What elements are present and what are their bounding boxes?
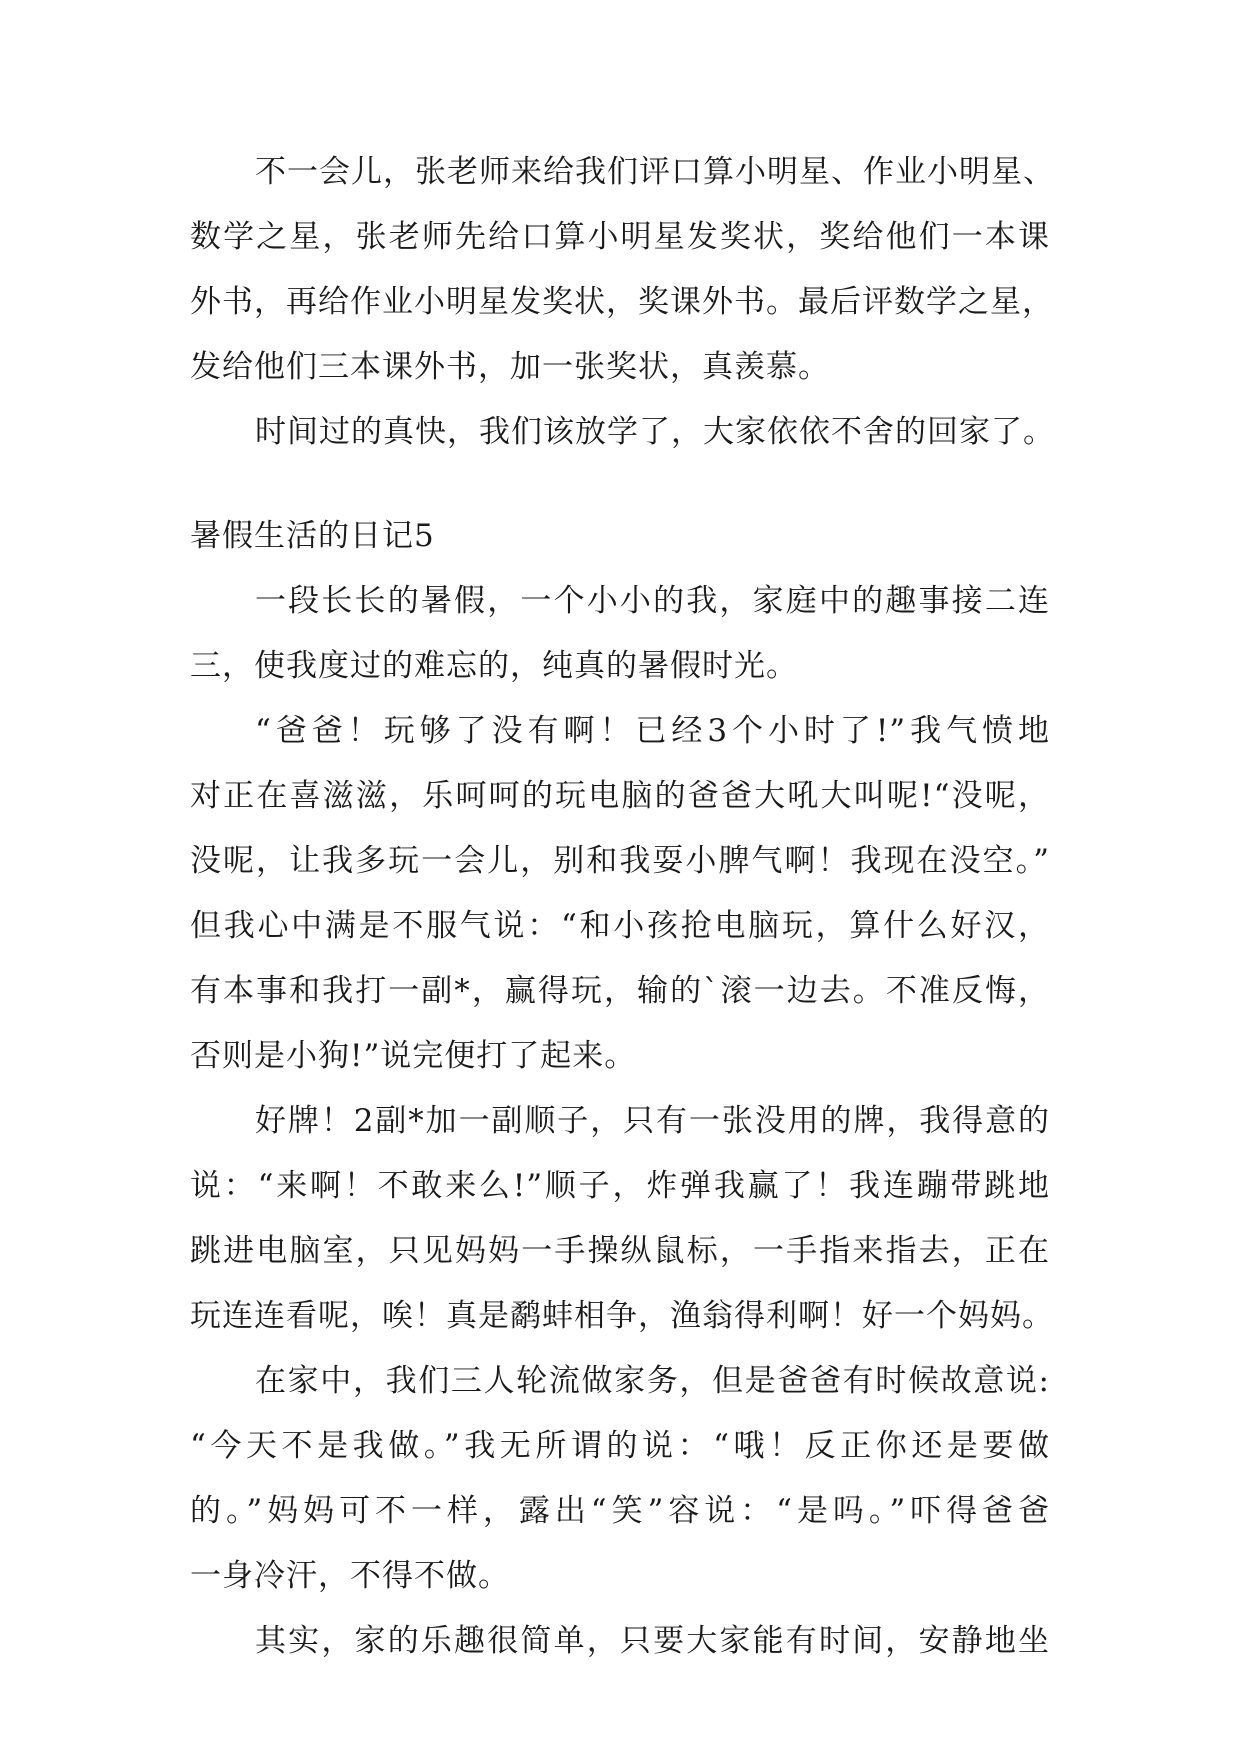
paragraph-line: 对正在喜滋滋，乐呵呵的玩电脑的爸爸大吼大叫呢!“没呢，	[190, 778, 1050, 814]
paragraph-line: 说：“来啊！不敢来么!”顺子，炸弹我赢了！我连蹦带跳地	[190, 1168, 1050, 1204]
paragraph-line: 不一会儿，张老师来给我们评口算小明星、作业小明星、	[255, 154, 1055, 190]
paragraph-line: 没呢，让我多玩一会儿，别和我耍小脾气啊！我现在没空。”	[190, 843, 1050, 879]
paragraph-line: 但我心中满是不服气说：“和小孩抢电脑玩，算什么好汉，	[190, 908, 1050, 944]
section-title: 暑假生活的日记5	[190, 518, 435, 554]
paragraph-line: 其实，家的乐趣很简单，只要大家能有时间，安静地坐	[255, 1623, 1050, 1659]
paragraph-line: 有本事和我打一副*，赢得玩，输的`滚一边去。不准反悔，	[190, 973, 1050, 1009]
paragraph-line: 一段长长的暑假，一个小小的我，家庭中的趣事接二连	[255, 583, 1050, 619]
paragraph-line: 否则是小狗!”说完便打了起来。	[190, 1038, 637, 1074]
paragraph-line: 玩连连看呢，唉！真是鹬蚌相争，渔翁得利啊！好一个妈妈。	[190, 1298, 1054, 1334]
paragraph-line: 好牌！2副*加一副顺子，只有一张没用的牌，我得意的	[255, 1103, 1050, 1139]
paragraph-line: 数学之星，张老师先给口算小明星发奖状，奖给他们一本课	[190, 219, 1050, 255]
paragraph-line: 时间过的真快，我们该放学了，大家依依不舍的回家了。	[255, 414, 1055, 450]
paragraph-line: “爸爸！玩够了没有啊！已经3个小时了!”我气愤地	[255, 713, 1050, 749]
paragraph-line: 在家中，我们三人轮流做家务，但是爸爸有时候故意说:	[255, 1363, 1050, 1399]
paragraph-line: 跳进电脑室，只见妈妈一手操纵鼠标，一手指来指去，正在	[190, 1233, 1050, 1269]
paragraph-line: 一身冷汗，不得不做。	[190, 1558, 510, 1594]
paragraph-line: 的。”妈妈可不一样，露出“笑”容说：“是吗。”吓得爸爸	[190, 1493, 1050, 1529]
paragraph-line: 发给他们三本课外书，加一张奖状，真羡慕。	[190, 349, 830, 385]
paragraph-line: 三，使我度过的难忘的，纯真的暑假时光。	[190, 648, 798, 684]
paragraph-line: 外书，再给作业小明星发奖状，奖课外书。最后评数学之星，	[190, 284, 1054, 320]
paragraph-line: “今天不是我做。”我无所谓的说：“哦！反正你还是要做	[190, 1428, 1050, 1464]
